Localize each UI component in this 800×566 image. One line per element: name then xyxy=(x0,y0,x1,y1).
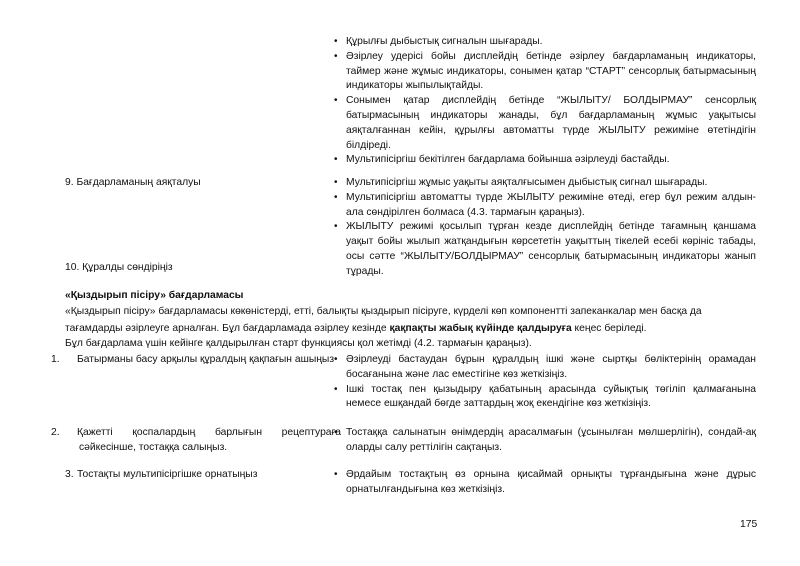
program-intro-line-2 xyxy=(65,322,757,337)
list-item: • Әзірлеу удерісі бойы дисплейдің бетінде әзірлеу бағдарламаның индикаторы, таймер және жұмыс индикаторы, сонымен қатар “СТАРТ” сенсорлық батырмасының индикаторы жыпылықтайды. xyxy=(333,50,756,94)
list-item: • Әрдайым тостақтың өз орнына қисаймай орнықты тұрғандығына және дұрыс орнатылғандығына көз жеткізіңіз. xyxy=(333,468,756,498)
step-text: Батырманы басу арқылы құралдың қақпағын ашыңыз xyxy=(77,354,335,365)
step-2-bullets xyxy=(333,426,756,456)
step-text: Тостақты мультипісіргішке орнатыңыз xyxy=(77,469,258,480)
step-number: 1. xyxy=(51,354,60,365)
list-item: • Мультипісіргіш жұмыс уақыты аяқталғысымен дыбыстық сигнал шығарады. xyxy=(333,176,756,191)
list-item: • Әзірлеуді бастаудан бұрын құралдың ішкі және сыртқы бөліктерінің орамадан босағанына және лас еместігіне көз жеткізіңіз. xyxy=(333,353,756,383)
program-intro-line-3: Бұл бағдарлама үшін кейінге қалдырылған старт функциясы қол жетімді (4.2. тармағын қараңыз). xyxy=(65,338,532,349)
page-number: 175 xyxy=(740,519,758,530)
list-item: • Мультипісіргіш автоматты түрде ЖЫЛЫТУ режиміне өтеді, егер бұл режим алдын-ала сөндірілген болмаса (4.3. тармағын қараңыз). xyxy=(333,191,756,221)
list-item: • Сонымен қатар дисплейдің бетінде “ЖЫЛЫТУ/ БОЛДЫРМАУ” сенсорлық батырмасының индикаторы жанады, бұл бағдарламаның жұмыс уақытысы аяқталғаннан кейін, құрылғы автоматты түрде ЖЫЛЫТУ режиміне өтетіндігін білдіреді. xyxy=(333,94,756,153)
end-bullet-list xyxy=(333,176,756,280)
list-item: • ЖЫЛЫТУ режимі қосылып тұрған кезде дисплейдің бетінде тағамның қаншама уақыт бойы жылып жатқандығын көрсететін уақыттың тікелей есебі көрініс табады, осы сәтте “ЖЫЛЫТУ/БОЛДЫРМАУ” сенсорлық батырмасының индикаторы жанып тұрады. xyxy=(333,220,756,279)
step-10-label: 10. Құралды сөндіріңіз xyxy=(65,262,173,273)
step-3-bullets xyxy=(333,468,756,498)
intro-text: тағамдарды әзірлеуге арналған. Бұл бағдарламада әзірлеу кезінде xyxy=(65,323,390,334)
program-heading: «Қыздырып пісіру» бағдарламасы xyxy=(65,290,244,301)
step-text: Қажетті қоспалардың барлығын рецептураға сәйкесінше, тостаққа салыңыз. xyxy=(77,427,341,453)
step-1-bullets xyxy=(333,353,756,412)
list-item: • Мультипісіргіш бекітілген бағдарлама бойынша әзірлеуді бастайды. xyxy=(333,153,756,168)
list-item: • Ішкі тостақ пен қызыдыру қабатының арасында суйықтық төгіліп қалмағанына немесе ешқандай бөгде заттардың жоқ екендігіне көз жеткізіңіз. xyxy=(333,383,756,413)
list-item: • Құрылғы дыбыстық сигналын шығарады. xyxy=(333,35,756,50)
list-item: • Тостаққа салынатын өнімдердің арасалмағын (ұсынылған мөлшерлігін), сондай-ақ оларды салу реттілігін сақтаңыз. xyxy=(333,426,756,456)
program-intro-line-1: «Қыздырып пісіру» бағдарламасы көкөністерді, етті, балықты қыздырып пісіруге, күрделі көп компонентті запеканкалар мен басқа да xyxy=(65,306,702,317)
step-1 xyxy=(51,353,341,368)
step-number: 2. xyxy=(51,427,60,438)
top-bullet-list xyxy=(333,35,756,168)
step-number: 3. xyxy=(65,469,74,480)
intro-emphasis: қақпақты жабық күйінде қалдыруға xyxy=(389,323,572,334)
intro-text-end: кеңес беріледі. xyxy=(571,323,647,334)
step-2 xyxy=(51,426,341,456)
step-3 xyxy=(65,468,327,483)
step-9-label: 9. Бағдарламаның аяқталуы xyxy=(65,177,201,188)
